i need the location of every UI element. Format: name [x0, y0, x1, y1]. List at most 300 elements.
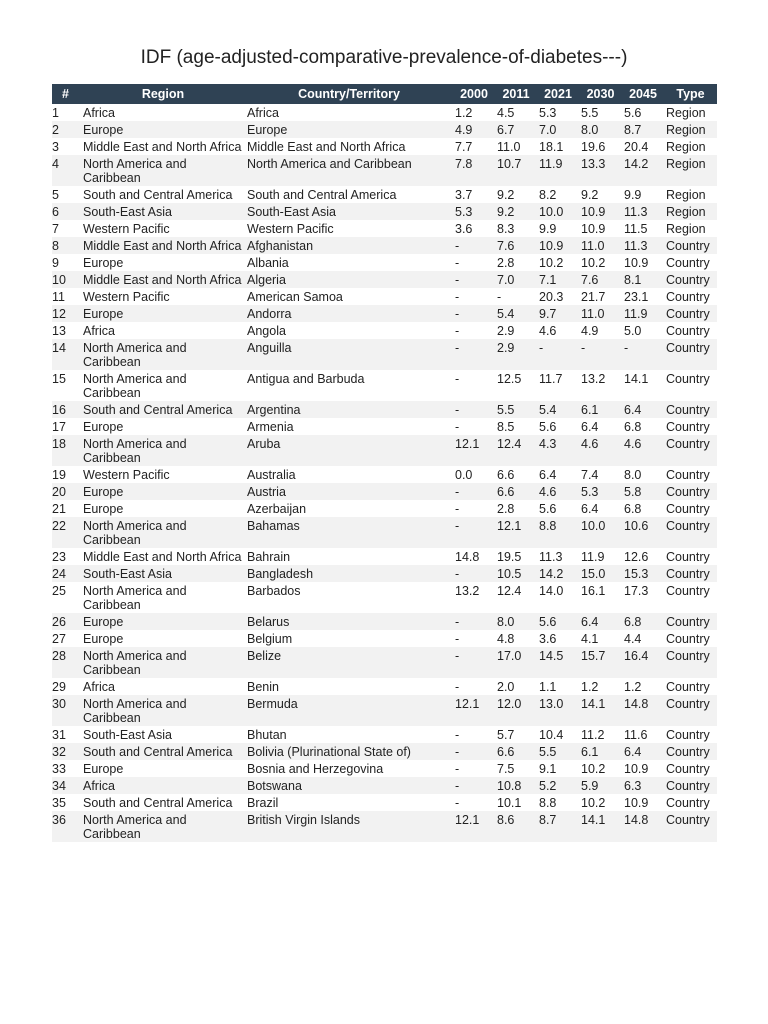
row-2045: 4.6	[622, 435, 664, 466]
header-2011: 2011	[495, 84, 537, 104]
row-2000: 12.1	[453, 695, 495, 726]
row-2030: 10.2	[581, 762, 606, 776]
row-2021: -	[537, 339, 579, 370]
row-2021: 5.6	[537, 613, 579, 630]
row-2045: 8.7	[622, 121, 664, 138]
row-num: 31	[52, 728, 66, 742]
row-2030: 11.0	[579, 237, 622, 254]
row-2030: 5.9	[579, 777, 622, 794]
row-2030: 10.2	[581, 796, 606, 810]
row-num: 15	[52, 372, 66, 386]
row-country: Botswana	[245, 777, 453, 794]
row-num: 22	[52, 517, 81, 548]
row-region: Europe	[83, 420, 124, 434]
row-type: Country	[666, 502, 710, 516]
row-region: South and Central America	[81, 401, 245, 418]
row-type: Region	[666, 188, 706, 202]
row-type: Country	[664, 435, 717, 466]
row-2000: 7.7	[455, 140, 473, 154]
row-2011: 5.7	[497, 728, 515, 742]
row-2045: 15.3	[622, 565, 664, 582]
row-2030: 13.2	[581, 372, 606, 386]
table-row	[52, 418, 717, 435]
row-2045: 11.6	[624, 728, 648, 742]
row-country: Bahamas	[245, 517, 453, 548]
row-type: Country	[666, 256, 710, 270]
row-2000: -	[453, 305, 495, 322]
row-2045: 4.4	[624, 632, 642, 646]
row-2011: 12.0	[495, 695, 537, 726]
row-2021: 6.4	[539, 468, 557, 482]
row-region: Western Pacific	[83, 222, 170, 236]
row-2011: 12.4	[495, 435, 537, 466]
row-2021: 10.9	[537, 237, 579, 254]
row-2000: 3.6	[455, 222, 473, 236]
row-country: Europe	[245, 121, 453, 138]
table-row	[52, 647, 717, 678]
row-region: North America and Caribbean	[81, 695, 245, 726]
row-country: Barbados	[247, 584, 301, 598]
row-num: 11	[52, 290, 65, 304]
row-2045: 11.5	[624, 222, 648, 236]
row-num: 12	[52, 305, 81, 322]
table-row	[52, 322, 717, 339]
row-type: Region	[666, 140, 706, 154]
row-2021: 11.7	[539, 372, 563, 386]
row-type: Country	[666, 468, 710, 482]
row-num: 24	[52, 565, 81, 582]
row-num: 14	[52, 339, 81, 370]
row-region: South-East Asia	[81, 203, 245, 220]
row-2021: 20.3	[539, 290, 564, 304]
row-2011: 2.8	[497, 256, 515, 270]
row-2011: 7.0	[495, 271, 537, 288]
row-country: Afghanistan	[245, 237, 453, 254]
row-2000: -	[453, 271, 495, 288]
row-2021: 4.3	[537, 435, 579, 466]
row-num: 34	[52, 777, 81, 794]
row-2030: 15.0	[579, 565, 622, 582]
table-row	[52, 483, 717, 500]
row-2011: 17.0	[495, 647, 537, 678]
row-2045: 12.6	[624, 550, 649, 564]
row-region: Europe	[83, 256, 124, 270]
row-2030: 21.7	[581, 290, 606, 304]
row-2021: 9.7	[537, 305, 579, 322]
row-2011: -	[497, 290, 502, 304]
header-2045: 2045	[622, 84, 664, 104]
row-2000: -	[455, 728, 460, 742]
row-2000: 12.1	[453, 435, 495, 466]
table-row	[52, 743, 717, 760]
row-2030: 10.0	[579, 517, 622, 548]
row-2000: -	[453, 647, 495, 678]
row-2000: 7.8	[453, 155, 495, 186]
row-country: Andorra	[245, 305, 453, 322]
row-type: Country	[666, 550, 710, 564]
row-2000: -	[453, 237, 495, 254]
row-2011: 7.5	[497, 762, 515, 776]
row-num: 20	[52, 483, 81, 500]
header-2030: 2030	[579, 84, 622, 104]
table-header-row	[52, 84, 717, 104]
row-2021: 8.2	[539, 188, 557, 202]
row-region: South and Central America	[83, 188, 233, 202]
header-type: Type	[664, 84, 717, 104]
row-2030: 5.5	[581, 106, 599, 120]
row-num: 17	[52, 420, 66, 434]
row-2000: 0.0	[455, 468, 473, 482]
header-2021: 2021	[537, 84, 579, 104]
row-2000: 14.8	[455, 550, 480, 564]
row-2021: 10.2	[539, 256, 564, 270]
row-num: 1	[52, 106, 59, 120]
row-type: Country	[664, 401, 717, 418]
row-2000: 4.9	[453, 121, 495, 138]
row-2021: 5.6	[539, 502, 557, 516]
table-row	[52, 582, 717, 613]
table-row	[52, 630, 717, 647]
table-row	[52, 401, 717, 418]
row-region: Europe	[83, 632, 124, 646]
row-region: Middle East and North Africa	[81, 237, 245, 254]
row-2045: 6.8	[624, 502, 642, 516]
row-2045: 14.2	[622, 155, 664, 186]
row-region: North America and Caribbean	[83, 372, 187, 400]
row-2011: 12.1	[495, 517, 537, 548]
row-country: Bermuda	[245, 695, 453, 726]
row-2000: -	[453, 743, 495, 760]
row-num: 6	[52, 203, 81, 220]
row-2011: 2.0	[497, 680, 515, 694]
row-2030: 9.2	[581, 188, 599, 202]
row-2045: 11.3	[622, 203, 664, 220]
row-region: South and Central America	[81, 743, 245, 760]
row-region: Europe	[81, 121, 245, 138]
row-2021: 11.9	[537, 155, 579, 186]
row-2000: 12.1	[453, 811, 495, 842]
row-region: North America and Caribbean	[81, 517, 245, 548]
table-row	[52, 613, 717, 630]
row-2021: 13.0	[537, 695, 579, 726]
row-region: North America and Caribbean	[81, 811, 245, 842]
row-type: Country	[666, 290, 710, 304]
row-2045: 6.8	[622, 613, 664, 630]
row-num: 29	[52, 680, 66, 694]
row-country: Anguilla	[245, 339, 453, 370]
row-region: North America and Caribbean	[81, 435, 245, 466]
row-2021: 5.4	[537, 401, 579, 418]
row-type: Country	[664, 517, 717, 548]
row-2011: 19.5	[497, 550, 522, 564]
row-2021: 8.7	[537, 811, 579, 842]
row-2000: 1.2	[455, 106, 473, 120]
row-2011: 2.9	[495, 339, 537, 370]
row-type: Country	[666, 796, 710, 810]
row-country: Middle East and North Africa	[247, 140, 406, 154]
row-num: 36	[52, 811, 81, 842]
row-type: Country	[664, 305, 717, 322]
row-type: Region	[664, 203, 717, 220]
table-row	[52, 121, 717, 138]
row-2011: 6.6	[495, 483, 537, 500]
row-type: Country	[666, 324, 710, 338]
row-num: 9	[52, 256, 59, 270]
row-2011: 9.2	[497, 188, 515, 202]
row-2011: 5.4	[495, 305, 537, 322]
row-2030: 6.1	[579, 401, 622, 418]
row-num: 8	[52, 237, 81, 254]
row-2000: 3.7	[455, 188, 473, 202]
row-2011: 9.2	[495, 203, 537, 220]
row-country: Bahrain	[247, 550, 291, 564]
row-2000: 13.2	[455, 584, 480, 598]
row-2021: 9.9	[539, 222, 557, 236]
row-region: Middle East and North Africa	[83, 140, 242, 154]
row-country: Aruba	[245, 435, 453, 466]
table-row	[52, 726, 717, 743]
row-2045: 14.8	[622, 695, 664, 726]
row-2030: 6.4	[581, 502, 599, 516]
row-2011: 8.6	[495, 811, 537, 842]
row-2000: -	[453, 401, 495, 418]
row-2000: -	[455, 420, 460, 434]
row-2021: 14.5	[537, 647, 579, 678]
row-region: South-East Asia	[81, 565, 245, 582]
row-2030: 19.6	[581, 140, 606, 154]
row-2021: 8.8	[539, 796, 557, 810]
row-2021: 1.1	[539, 680, 557, 694]
row-type: Region	[664, 121, 717, 138]
row-type: Country	[666, 372, 710, 386]
row-region: Africa	[83, 680, 115, 694]
row-2011: 10.5	[495, 565, 537, 582]
row-2021: 8.8	[537, 517, 579, 548]
row-2011: 4.8	[497, 632, 515, 646]
row-region: North America and Caribbean	[81, 647, 245, 678]
row-type: Country	[666, 420, 710, 434]
row-region: Middle East and North Africa	[81, 271, 245, 288]
row-2011: 8.3	[497, 222, 515, 236]
row-2030: 16.1	[581, 584, 606, 598]
prevalence-table	[52, 84, 717, 842]
row-2045: 14.8	[622, 811, 664, 842]
row-2011: 10.7	[495, 155, 537, 186]
row-2045: 9.9	[624, 188, 642, 202]
table-row	[52, 565, 717, 582]
row-country: Belize	[245, 647, 453, 678]
row-2030: 10.9	[581, 222, 606, 236]
row-2030: 4.6	[579, 435, 622, 466]
row-country: Azerbaijan	[247, 502, 307, 516]
row-num: 3	[52, 140, 59, 154]
row-type: Country	[664, 613, 717, 630]
row-2000: -	[455, 796, 460, 810]
row-2011: 7.6	[495, 237, 537, 254]
row-2011: 8.5	[497, 420, 515, 434]
row-2011: 2.8	[497, 502, 515, 516]
table-row	[52, 777, 717, 794]
row-region: Middle East and North Africa	[83, 550, 242, 564]
row-num: 13	[52, 324, 66, 338]
row-type: Country	[664, 777, 717, 794]
row-2045: 6.3	[622, 777, 664, 794]
table-row	[52, 288, 717, 305]
header-country: Country/Territory	[245, 84, 453, 104]
row-2045: -	[622, 339, 664, 370]
row-country: Africa	[247, 106, 279, 120]
row-2000: -	[455, 632, 460, 646]
row-country: Benin	[247, 680, 279, 694]
row-2000: -	[453, 565, 495, 582]
row-type: Country	[664, 339, 717, 370]
row-2021: 5.5	[537, 743, 579, 760]
row-country: Bhutan	[247, 728, 287, 742]
row-country: British Virgin Islands	[245, 811, 453, 842]
row-type: Country	[664, 483, 717, 500]
row-type: Country	[664, 237, 717, 254]
row-country: Angola	[247, 324, 286, 338]
row-2000: -	[453, 777, 495, 794]
row-region: Western Pacific	[83, 468, 170, 482]
row-2045: 11.3	[622, 237, 664, 254]
row-2030: 6.1	[579, 743, 622, 760]
row-num: 18	[52, 435, 81, 466]
row-2045: 10.9	[624, 796, 649, 810]
row-2000: 5.3	[453, 203, 495, 220]
row-num: 27	[52, 632, 66, 646]
table-row	[52, 305, 717, 322]
row-type: Country	[666, 680, 710, 694]
page-title: IDF (age-adjusted-comparative-prevalence-of-diabetes---)	[140, 47, 628, 68]
row-region: South-East Asia	[83, 728, 172, 742]
row-country: Austria	[245, 483, 453, 500]
row-2000: -	[455, 290, 460, 304]
table-row	[52, 203, 717, 220]
row-2000: -	[455, 256, 460, 270]
row-country: Armenia	[247, 420, 294, 434]
row-type: Country	[666, 632, 710, 646]
row-country: Algeria	[245, 271, 453, 288]
row-region: Europe	[81, 613, 245, 630]
row-country: Australia	[247, 468, 296, 482]
row-2000: -	[455, 324, 460, 338]
row-type: Country	[666, 762, 710, 776]
row-2021: 7.0	[537, 121, 579, 138]
row-2045: 5.6	[624, 106, 642, 120]
row-2021: 5.6	[539, 420, 557, 434]
row-type: Country	[664, 811, 717, 842]
row-country: North America and Caribbean	[245, 155, 453, 186]
row-2000: -	[453, 517, 495, 548]
row-2030: 8.0	[579, 121, 622, 138]
row-2045: 10.6	[622, 517, 664, 548]
row-country: Bangladesh	[245, 565, 453, 582]
row-2011: 6.7	[495, 121, 537, 138]
row-2045: 10.9	[624, 256, 649, 270]
row-type: Country	[664, 271, 717, 288]
row-region: North America and Caribbean	[81, 155, 245, 186]
row-2045: 10.9	[624, 762, 649, 776]
table-row	[52, 811, 717, 842]
row-region: Africa	[83, 106, 115, 120]
table-row	[52, 370, 717, 401]
row-num: 10	[52, 271, 81, 288]
row-2045: 14.1	[624, 372, 649, 386]
row-2030: 11.2	[581, 728, 605, 742]
row-country: Albania	[247, 256, 289, 270]
table-row	[52, 220, 717, 237]
row-2000: -	[453, 613, 495, 630]
row-2030: 1.2	[581, 680, 599, 694]
row-2011: 10.1	[497, 796, 522, 810]
row-country: Brazil	[247, 796, 279, 810]
row-2011: 10.8	[495, 777, 537, 794]
row-num: 26	[52, 613, 81, 630]
row-country: Western Pacific	[247, 222, 334, 236]
table-row	[52, 500, 717, 517]
row-2030: 7.4	[581, 468, 599, 482]
row-region: South and Central America	[83, 796, 233, 810]
row-2011: 2.9	[497, 324, 515, 338]
header-region: Region	[81, 84, 245, 104]
row-country: Argentina	[245, 401, 453, 418]
row-2021: 5.2	[537, 777, 579, 794]
row-2011: 12.4	[497, 584, 522, 598]
row-2045: 23.1	[624, 290, 649, 304]
row-2000: -	[455, 502, 460, 516]
table-row	[52, 186, 717, 203]
row-country: American Samoa	[247, 290, 343, 304]
row-2030: 11.0	[579, 305, 622, 322]
row-2021: 5.3	[539, 106, 557, 120]
row-2000: -	[455, 762, 460, 776]
row-num: 16	[52, 401, 81, 418]
row-region: Europe	[81, 483, 245, 500]
row-2021: 18.1	[539, 140, 564, 154]
row-num: 33	[52, 762, 66, 776]
row-2021: 11.3	[539, 550, 563, 564]
row-2021: 9.1	[539, 762, 557, 776]
row-2045: 16.4	[622, 647, 664, 678]
row-country: South and Central America	[247, 188, 397, 202]
row-2000: -	[455, 680, 460, 694]
row-num: 30	[52, 695, 81, 726]
table-row	[52, 517, 717, 548]
row-2011: 12.5	[497, 372, 522, 386]
row-num: 7	[52, 222, 59, 236]
row-country: Antigua and Barbuda	[247, 372, 365, 386]
row-2011: 11.0	[497, 140, 521, 154]
row-2000: -	[455, 372, 460, 386]
row-2045: 6.4	[622, 743, 664, 760]
row-type: Region	[664, 155, 717, 186]
row-2030: 10.2	[581, 256, 606, 270]
row-type: Country	[664, 647, 717, 678]
row-region: North America and Caribbean	[83, 584, 187, 612]
row-num: 35	[52, 796, 66, 810]
row-2021: 7.1	[537, 271, 579, 288]
row-num: 25	[52, 584, 66, 598]
table-row	[52, 271, 717, 288]
row-2045: 20.4	[624, 140, 649, 154]
row-2030: 14.1	[579, 695, 622, 726]
row-num: 19	[52, 468, 66, 482]
row-2000: -	[453, 339, 495, 370]
row-num: 28	[52, 647, 81, 678]
row-2030: 14.1	[579, 811, 622, 842]
row-2045: 1.2	[624, 680, 642, 694]
